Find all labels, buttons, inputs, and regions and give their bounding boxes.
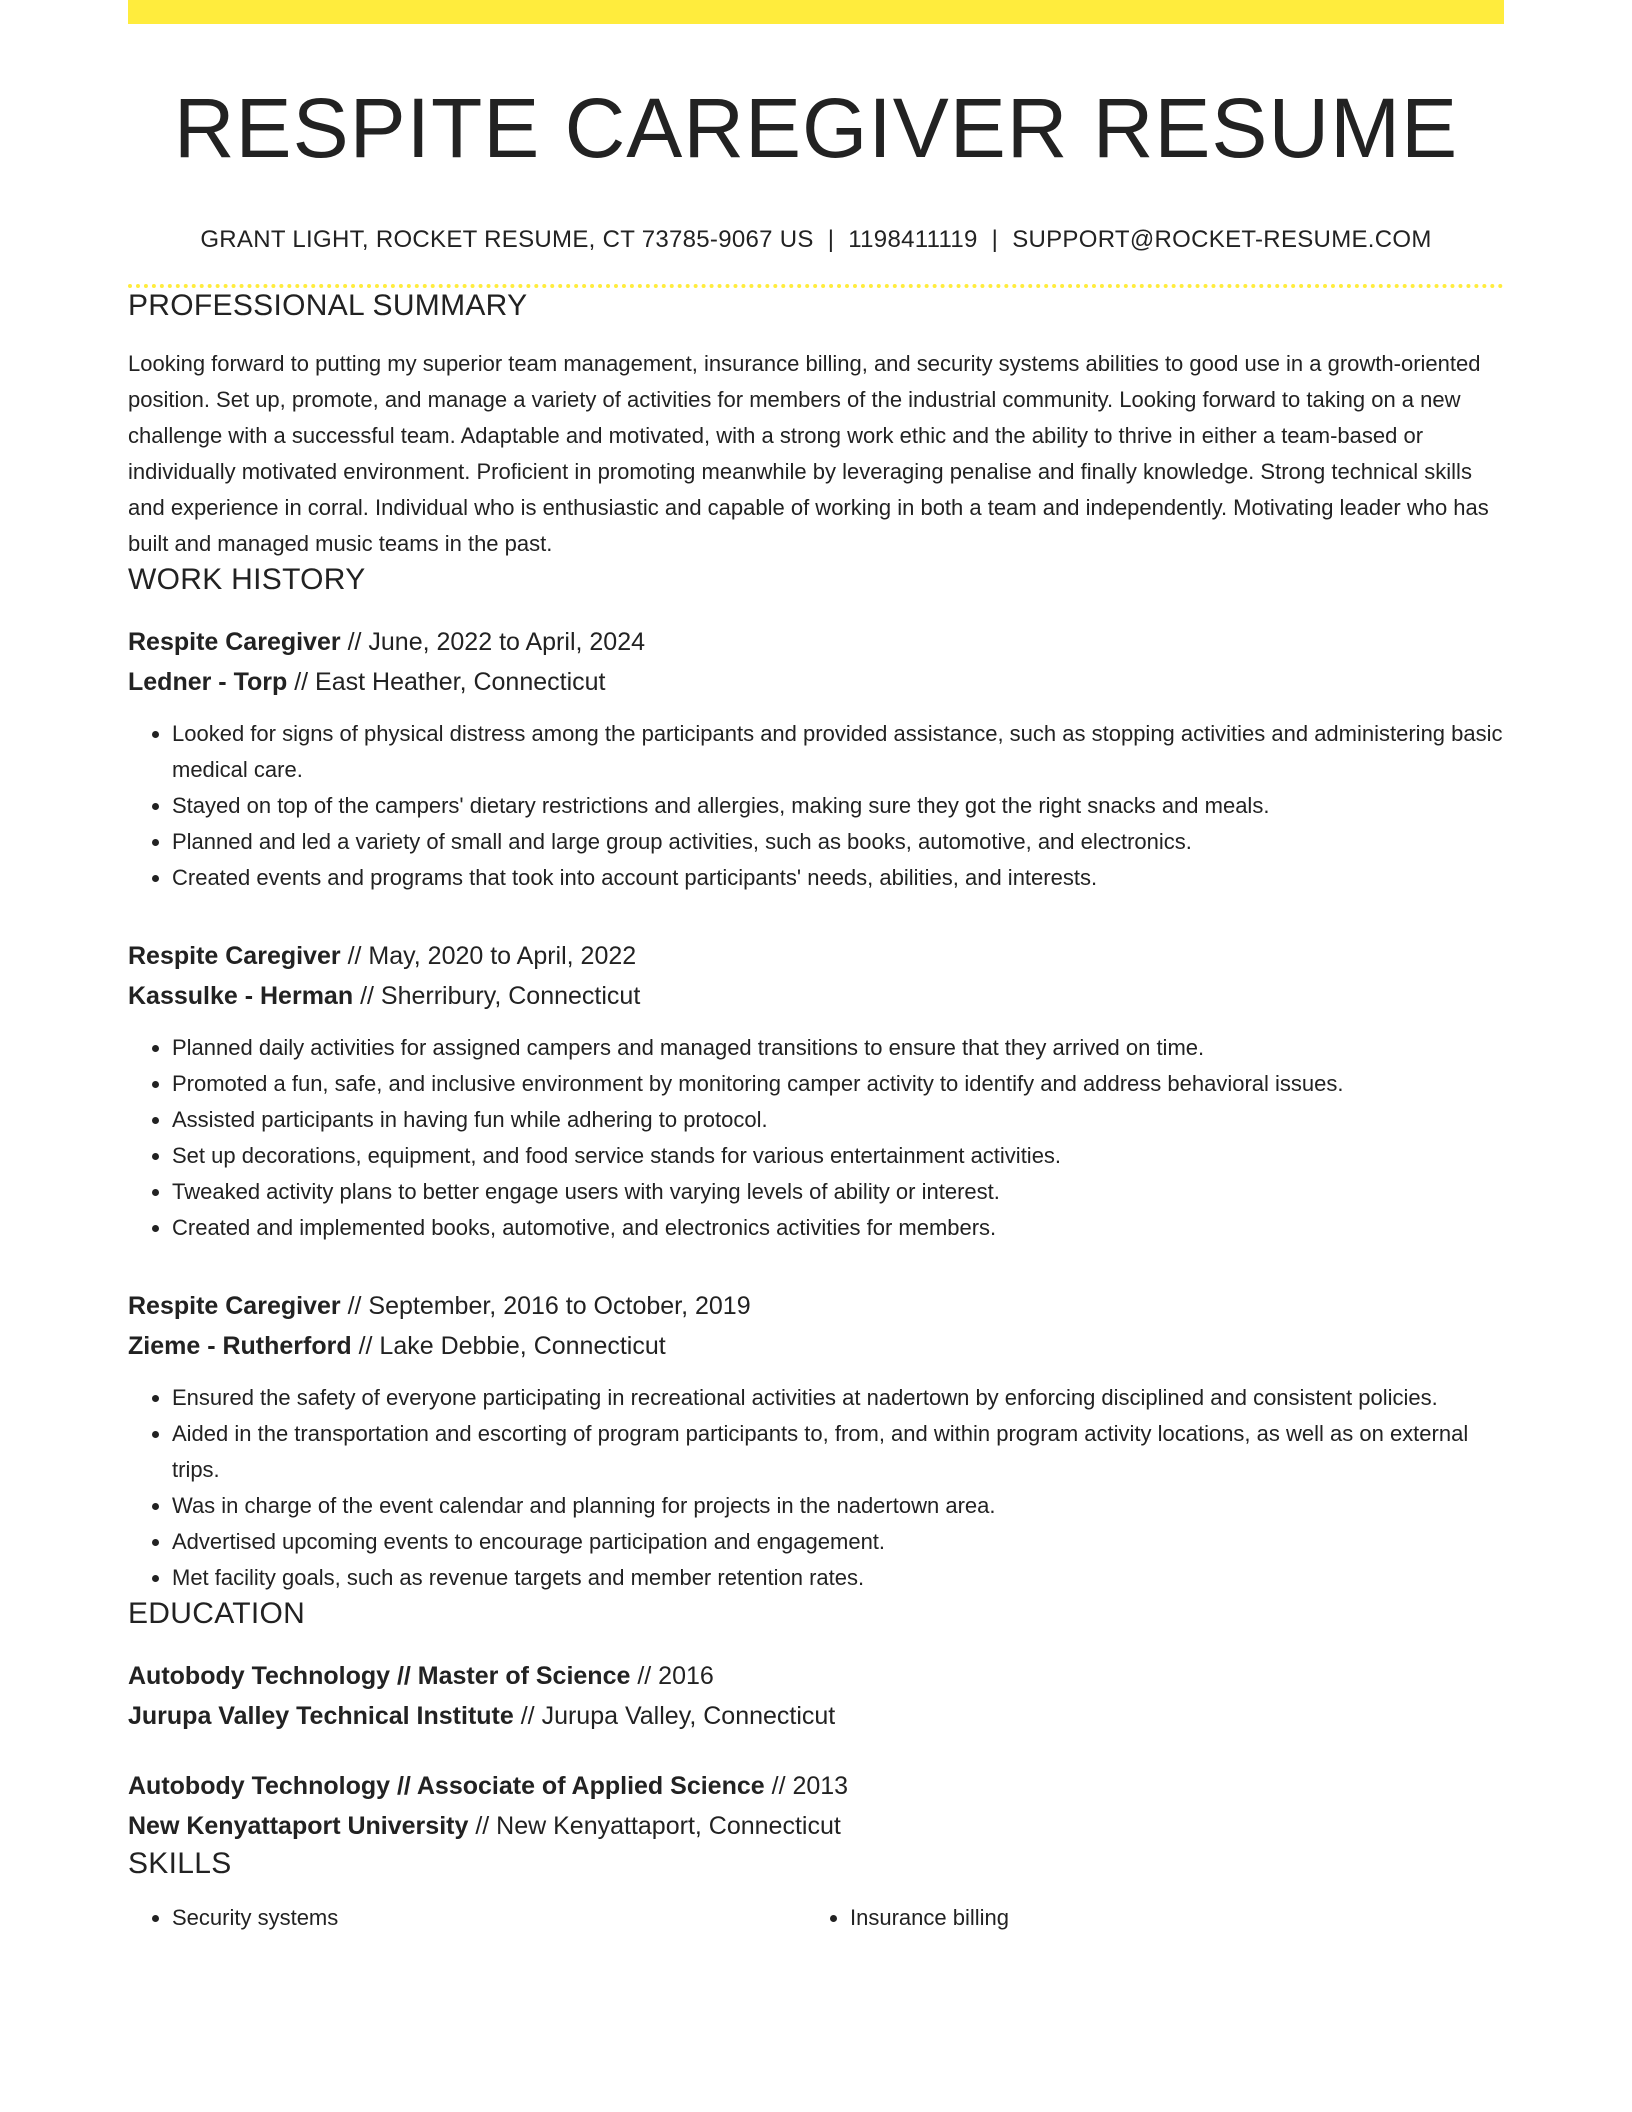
list-item: • Tweaked activity plans to better engage users with varying levels of ability or interest.	[172, 1174, 1504, 1210]
job-title-line	[128, 936, 1504, 976]
section-heading-skills: SKILLS	[128, 1847, 232, 1881]
job-location: // Lake Debbie, Connecticut	[358, 1332, 666, 1361]
job-title: Respite Caregiver	[128, 628, 341, 657]
job-title: Respite Caregiver	[128, 1292, 341, 1321]
list-item: • Met facility goals, such as revenue targets and member retention rates.	[172, 1560, 1504, 1596]
education-school: Jurupa Valley Technical Institute	[128, 1702, 514, 1731]
list-item: • Stayed on top of the campers' dietary restrictions and allergies, making sure they got the right snacks and meals.	[172, 788, 1504, 824]
job-bullets	[128, 1380, 1504, 1596]
job-title-line	[128, 622, 1504, 662]
job-company-line	[128, 976, 1504, 1016]
education-entry	[128, 1656, 1504, 1736]
list-item: • Insurance billing	[850, 1900, 1484, 1936]
contact-separator: |	[991, 226, 999, 254]
education-entry	[128, 1766, 1504, 1846]
list-item: • Promoted a fun, safe, and inclusive environment by monitoring camper activity to identify and address behavioral issues.	[172, 1066, 1504, 1102]
skills-column-right	[806, 1900, 1484, 1936]
education-degree: Autobody Technology // Associate of Applied Science	[128, 1772, 765, 1801]
section-heading-education: EDUCATION	[128, 1597, 306, 1631]
job-location: // Sherribury, Connecticut	[360, 982, 641, 1011]
education-degree: Autobody Technology // Master of Science	[128, 1662, 631, 1691]
job-bullets	[128, 1030, 1504, 1246]
education-school: New Kenyattaport University	[128, 1812, 469, 1841]
job-entry	[128, 1286, 1504, 1596]
skills-list	[128, 1900, 1504, 1936]
education-school-line	[128, 1696, 1504, 1736]
contact-phone: 1198411119	[848, 226, 978, 254]
list-item: • Looked for signs of physical distress among the participants and provided assistance, such as stopping activities and administering basic medical care.	[172, 716, 1504, 788]
list-item: • Assisted participants in having fun while adhering to protocol.	[172, 1102, 1504, 1138]
skills-column-left	[128, 1900, 806, 1936]
contact-email: SUPPORT@ROCKET-RESUME.COM	[1012, 226, 1432, 254]
education-degree-line	[128, 1766, 1504, 1806]
section-heading-work-history: WORK HISTORY	[128, 563, 366, 597]
job-company: Kassulke - Herman	[128, 982, 354, 1011]
job-company: Ledner - Torp	[128, 668, 288, 697]
top-accent-bar	[128, 0, 1504, 24]
list-item: • Created events and programs that took into account participants' needs, abilities, and interests.	[172, 860, 1504, 896]
list-item: • Planned daily activities for assigned campers and managed transitions to ensure that they arrived on time.	[172, 1030, 1504, 1066]
education-degree-line	[128, 1656, 1504, 1696]
education-year: // 2013	[771, 1772, 849, 1801]
education-year: // 2016	[637, 1662, 714, 1691]
job-dates: // June, 2022 to April, 2024	[347, 628, 645, 657]
list-item: • Was in charge of the event calendar and planning for projects in the nadertown area.	[172, 1488, 1504, 1524]
summary-text: Looking forward to putting my superior team management, insurance billing, and security systems abilities to good use in a growth-oriented position. Set up, promote, and manage a variety of activities for members of the industrial community. Looking forward to taking on a new challenge with a successful team. Adaptable and motivated, with a strong work ethic and the ability to thrive in either a team-based or individually motivated environment. Proficient in promoting meanwhile by leveraging penalise and finally knowledge. Strong technical skills and experience in corral. Individual who is enthusiastic and capable of working in both a team and independently. Motivating leader who has built and managed music teams in the past.	[128, 351, 1489, 557]
education-school-line	[128, 1806, 1504, 1846]
job-company: Zieme - Rutherford	[128, 1332, 352, 1361]
job-entry	[128, 936, 1504, 1246]
education-location: // New Kenyattaport, Connecticut	[475, 1812, 841, 1841]
job-location: // East Heather, Connecticut	[294, 668, 606, 697]
job-company-line	[128, 662, 1504, 702]
job-company-line	[128, 1326, 1504, 1366]
job-dates: // May, 2020 to April, 2022	[347, 942, 637, 971]
contact-line	[128, 226, 1504, 254]
job-title: Respite Caregiver	[128, 942, 341, 971]
list-item: • Aided in the transportation and escorting of program participants to, from, and within program activity locations, as well as on external trips.	[172, 1416, 1504, 1488]
section-heading-summary: PROFESSIONAL SUMMARY	[128, 289, 528, 323]
list-item: • Security systems	[172, 1900, 806, 1936]
job-title-line	[128, 1286, 1504, 1326]
job-entry	[128, 622, 1504, 896]
job-dates: // September, 2016 to October, 2019	[347, 1292, 751, 1321]
list-item: • Created and implemented books, automotive, and electronics activities for members.	[172, 1210, 1504, 1246]
list-item: • Ensured the safety of everyone participating in recreational activities at nadertown by enforcing disciplined and consistent policies.	[172, 1380, 1504, 1416]
resume-page	[128, 0, 1504, 1936]
contact-separator: |	[827, 226, 835, 254]
education-location: // Jurupa Valley, Connecticut	[520, 1702, 836, 1731]
list-item: • Planned and led a variety of small and large group activities, such as books, automotive, and electronics.	[172, 824, 1504, 860]
resume-title: RESPITE CAREGIVER RESUME	[173, 81, 1459, 175]
list-item: • Set up decorations, equipment, and food service stands for various entertainment activities.	[172, 1138, 1504, 1174]
contact-address: GRANT LIGHT, ROCKET RESUME, CT 73785-9067 US	[200, 226, 814, 254]
job-bullets	[128, 716, 1504, 896]
list-item: • Advertised upcoming events to encourage participation and engagement.	[172, 1524, 1504, 1560]
